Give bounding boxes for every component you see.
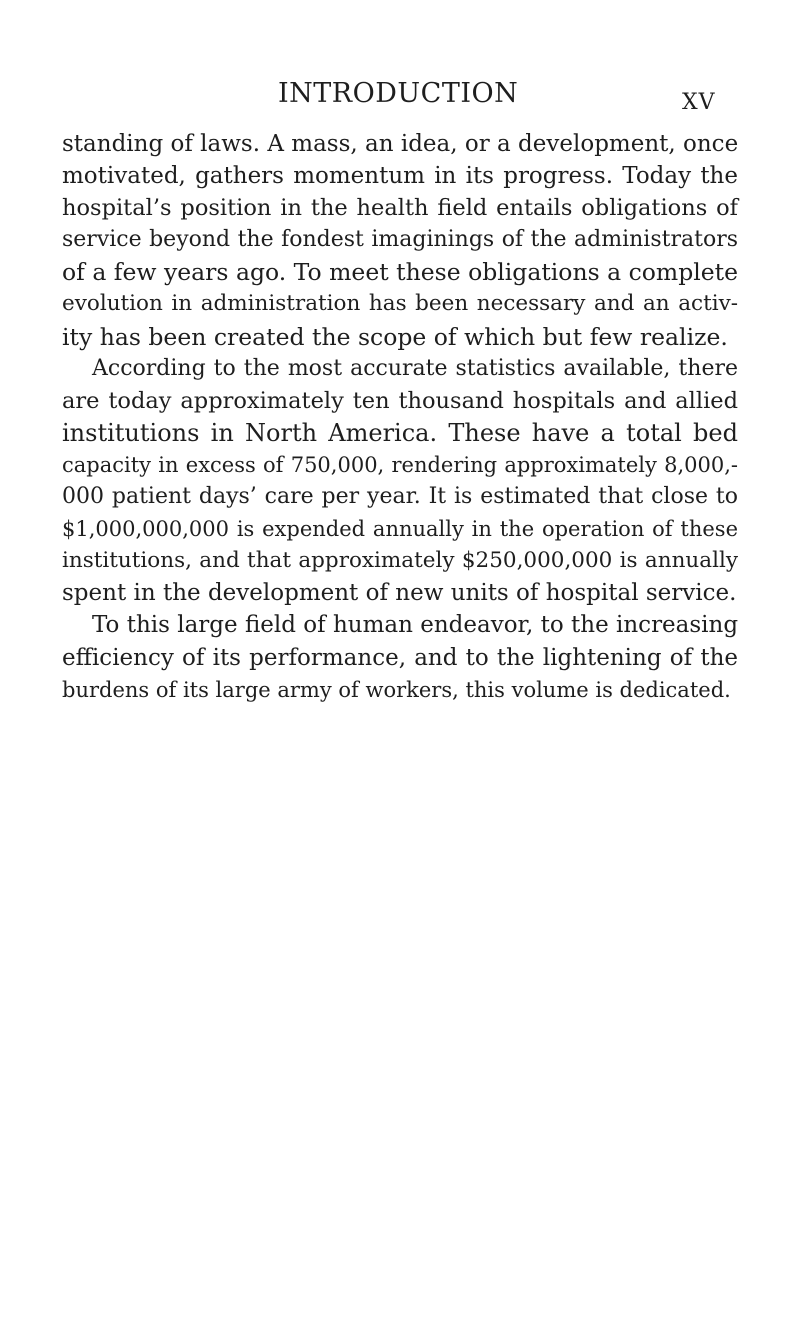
paragraph-3 xyxy=(62,609,738,705)
text-line: According to the most accurate statistics available, there xyxy=(92,355,738,381)
text-line: $1,000,000,000 is expended annually in the operation of these xyxy=(62,517,738,542)
page-number: XV xyxy=(682,90,716,115)
text-line: 000 patient days’ care per year. It is estimated that close to xyxy=(62,484,738,510)
text-line: capacity in excess of 750,000, rendering approximately 8,000,- xyxy=(62,452,738,477)
body-text xyxy=(62,128,738,706)
text-line: spent in the development of new units of hospital service. xyxy=(62,580,737,607)
text-line: of a few years ago. To meet these obligations a complete xyxy=(62,258,739,287)
text-line: motivated, gathers momentum in its progress. Today the xyxy=(62,163,738,190)
text-line: To this large field of human endeavor, to the increasing xyxy=(92,612,739,639)
text-line: efficiency of its performance, and to the lightening of the xyxy=(62,644,738,671)
text-line: ity has been created the scope of which but few realize. xyxy=(62,322,728,351)
paragraph-1 xyxy=(62,128,738,353)
running-head xyxy=(0,78,800,118)
text-line: standing of laws. A mass, an idea, or a development, once xyxy=(62,131,739,157)
text-line: hospital’s position in the health field entails obligations of xyxy=(62,195,738,222)
running-title: INTRODUCTION xyxy=(278,78,519,109)
text-line: are today approximately ten thousand hospitals and allied xyxy=(62,387,738,414)
text-line: service beyond the fondest imaginings of the administrators xyxy=(62,227,738,253)
paragraph-2 xyxy=(62,353,738,610)
text-line: burdens of its large army of workers, this volume is dedicated. xyxy=(62,677,731,702)
text-line: institutions, and that approximately $250,000,000 is annually xyxy=(62,548,738,574)
text-line: institutions in North America. These have a total bed xyxy=(62,418,738,447)
text-line: evolution in administration has been necessary and an activ- xyxy=(62,291,738,317)
